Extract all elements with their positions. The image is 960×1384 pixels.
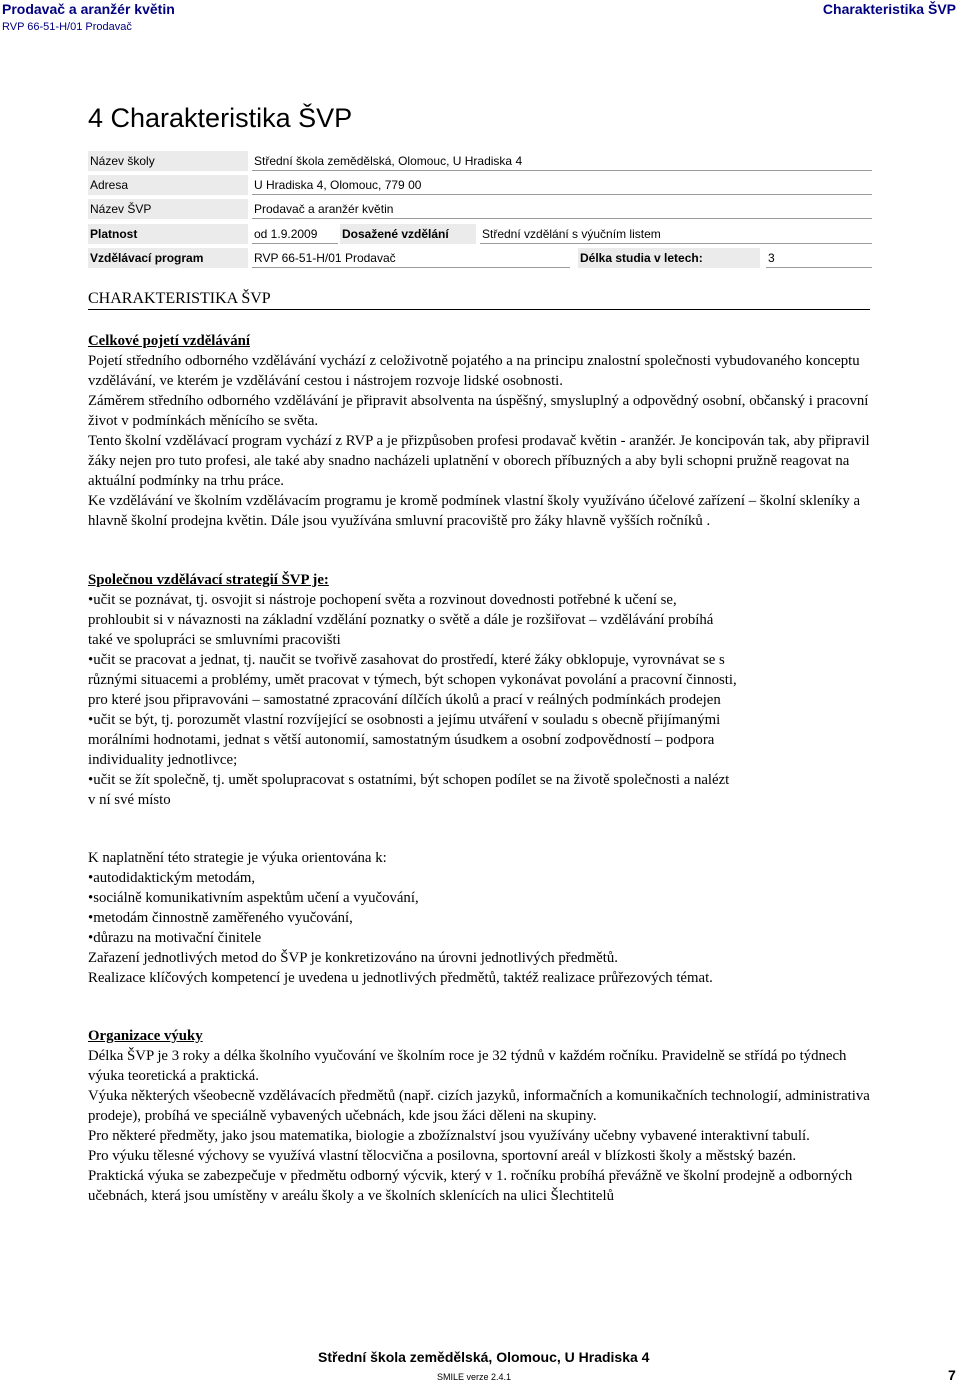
organization-paragraph-2: Výuka některých všeobecně vzdělávacích předmětů (např. cizích jazyků, informačních a komunikačních technologií, administrativa prodeje), probíhá ve speciálně vybavených učebnách, kde jsou žáci děleni na skupiny. [88,1088,870,1124]
validity-value: od 1.9.2009 [252,224,338,244]
methods-paragraph-1: Zařazení jednotlivých metod do ŠVP je konkretizováno na úrovni jednotlivých předmětů. [88,950,618,966]
organization-paragraph-3: Pro některé předměty, jako jsou matematika, biologie a zbožíznalství jsou využívány učebny vybavené interaktivní tabulí. [88,1128,810,1144]
methods-section [88,848,878,988]
strategy-item-2: učit se pracovat a jednat, tj. naučit se tvořivě zasahovat do prostředí, které žáky obklopuje, vyrovnávat se s různými situacemi a problémy, umět pracovat v týmech, být schopen vykonávat povolání a pracovní činnosti, pro které jsou připravováni – samostatné zpracování dílčích úkolů a prací v reálných podmínkách prodejen [88,652,737,708]
list-item: •důrazu na motivační činitele [88,930,262,946]
list-item: •učit se poznávat, tj. osvojit si nástroje pochopení světa a rozvinout dovednosti potřebné k učení se, prohloubit si v návaznosti na základní vzdělání poznatky o světě a dále je rozšiřovat – vzdělávání probíhá také ve spolupráci se smluvními pracovišti [88,592,714,648]
education-value: Střední vzdělání s výučním listem [480,224,872,244]
method-item-2: sociálně komunikativním aspektům učení a vyučování, [93,890,419,906]
list-item: •učit se být, tj. porozumět vlastní rozvíjející se osobnosti a jejímu utváření v souladu s obecně přijímanými morálními hodnotami, jednat s větší autonomií, samostatným úsudkem a osobní zodpovědností – podpora individuality jednotlivce; [88,712,721,768]
program-value: RVP 66-51-H/01 Prodavač [252,248,570,268]
list-item: •sociálně komunikativním aspektům učení a vyučování, [88,890,419,906]
concept-paragraph-1: Pojetí středního odborného vzdělávání vychází z celoživotně pojatého a na principu znalostní společnosti vybudovaného konceptu vzdělávání, ve kterém je vzdělávání cestou i nástrojem rozvoje lidské osobnosti. [88,353,860,389]
organization-paragraph-4: Pro výuku tělesné výchovy se využívá vlastní tělocvična a posilovna, sportovní areál v blízkosti školy a městský bazén. [88,1148,797,1164]
concept-heading: Celkové pojetí vzdělávání [88,333,250,349]
school-name-value: Střední škola zemědělská, Olomouc, U Hradiska 4 [252,151,872,171]
program-label: Vzdělávací program [88,248,248,268]
concept-paragraph-2: Záměrem středního odborného vzdělávání je připravit absolventa na úspěšný, smysluplný a odpovědný osobní, občanský i pracovní život v podmínkách měnícího se světa. [88,393,869,429]
list-item: •učit se žít společně, tj. umět spolupracovat s ostatními, být schopen podílet se na životě společnosti a nalézt v ní své místo [88,772,730,808]
svp-name-label: Název ŠVP [88,199,248,219]
list-item: •metodám činnostně zaměřeného vyučování, [88,910,353,926]
method-item-4: důrazu na motivační činitele [93,930,262,946]
header-document-title: Prodavač a aranžér květin [2,1,175,17]
method-item-1: autodidaktickým metodám, [93,870,256,886]
strategy-item-1: učit se poznávat, tj. osvojit si nástroje pochopení světa a rozvinout dovednosti potřebné k učení se, prohloubit si v návaznosti na základní vzdělání poznatky o světě a dále je rozšiřovat – vzdělávání probíhá také ve spolupráci se smluvními pracovišti [88,592,714,648]
header-chapter-title: Charakteristika ŠVP [822,1,956,17]
strategy-item-4: učit se žít společně, tj. umět spolupracovat s ostatními, být schopen podílet se na životě společnosti a nalézt v ní své místo [88,772,730,808]
study-length-label: Délka studia v letech: [578,248,760,268]
organization-heading: Organizace výuky [88,1028,203,1044]
svp-name-value: Prodavač a aranžér květin [252,199,872,219]
organization-paragraph-1: Délka ŠVP je 3 roky a délka školního vyučování ve školním roce je 32 týdnů v každém ročníku. Pravidelně se střídá po týdnech výuka teoretická a praktická. [88,1048,847,1084]
footer-version: SMILE verze 2.4.1 [437,1372,512,1382]
methods-intro: K naplatnění této strategie je výuka orientována k: [88,850,387,866]
organization-paragraph-5: Praktická výuka se zabezpečuje v předmětu odborný výcvik, který v 1. ročníku probíhá převážně ve školní prodejně a odborných učebnách, která jsou umístěny v areálu školy a ve školních sklenících na ulici Šlechtitelů [88,1168,853,1204]
methods-paragraph-2: Realizace klíčových kompetencí je uvedena u jednotlivých předmětů, taktéž realizace průřezových témat. [88,970,713,986]
strategy-heading: Společnou vzdělávací strategií ŠVP je: [88,572,329,588]
organization-section [88,1026,878,1206]
strategy-section [88,570,738,810]
concept-section [88,331,878,531]
method-item-3: metodám činnostně zaměřeného vyučování, [93,910,353,926]
footer-school-name: Střední škola zemědělská, Olomouc, U Hradiska 4 [318,1349,650,1365]
strategy-item-3: učit se být, tj. porozumět vlastní rozvíjející se osobnosti a jejímu utváření v souladu s obecně přijímanými morálními hodnotami, jednat s větší autonomií, samostatným úsudkem a osobní zodpovědností – podpora individuality jednotlivce; [88,712,721,768]
education-label: Dosažené vzdělání [340,224,476,244]
concept-paragraph-4: Ke vzdělávání ve školním vzdělávacím programu je kromě podmínek vlastní školy využíváno účelové zařízení – školní skleníky a hlavně školní prodejna květin. Dále jsou využívána smluvní pracoviště pro žáky hlavně vyšších ročníků . [88,493,861,529]
study-length-value: 3 [766,248,872,268]
section-title: CHARAKTERISTIKA ŠVP [88,290,870,310]
school-name-label: Název školy [88,151,248,171]
page-title: 4 Charakteristika ŠVP [88,103,353,133]
page-number: 7 [948,1367,956,1383]
address-value: U Hradiska 4, Olomouc, 779 00 [252,175,872,195]
concept-paragraph-3: Tento školní vzdělávací program vychází z RVP a je přizpůsoben profesi prodavač květin - aranžér. Je koncipován tak, aby připravil žáky nejen pro tuto profesi, ale také aby snadno nacházeli uplatnění v oborech příbuzných a aby byli schopni pružně reagovat na aktuální podmínky na trhu práce. [88,433,870,489]
address-label: Adresa [88,175,248,195]
list-item: •autodidaktickým metodám, [88,870,256,886]
validity-label: Platnost [88,224,248,244]
list-item: •učit se pracovat a jednat, tj. naučit se tvořivě zasahovat do prostředí, které žáky obklopuje, vyrovnávat se s různými situacemi a problémy, umět pracovat v týmech, být schopen vykonávat povolání a pracovní činnosti, pro které jsou připravováni – samostatné zpracování dílčích úkolů a prací v reálných podmínkách prodejen [88,652,737,708]
header-program-code: RVP 66-51-H/01 Prodavač [2,21,132,33]
